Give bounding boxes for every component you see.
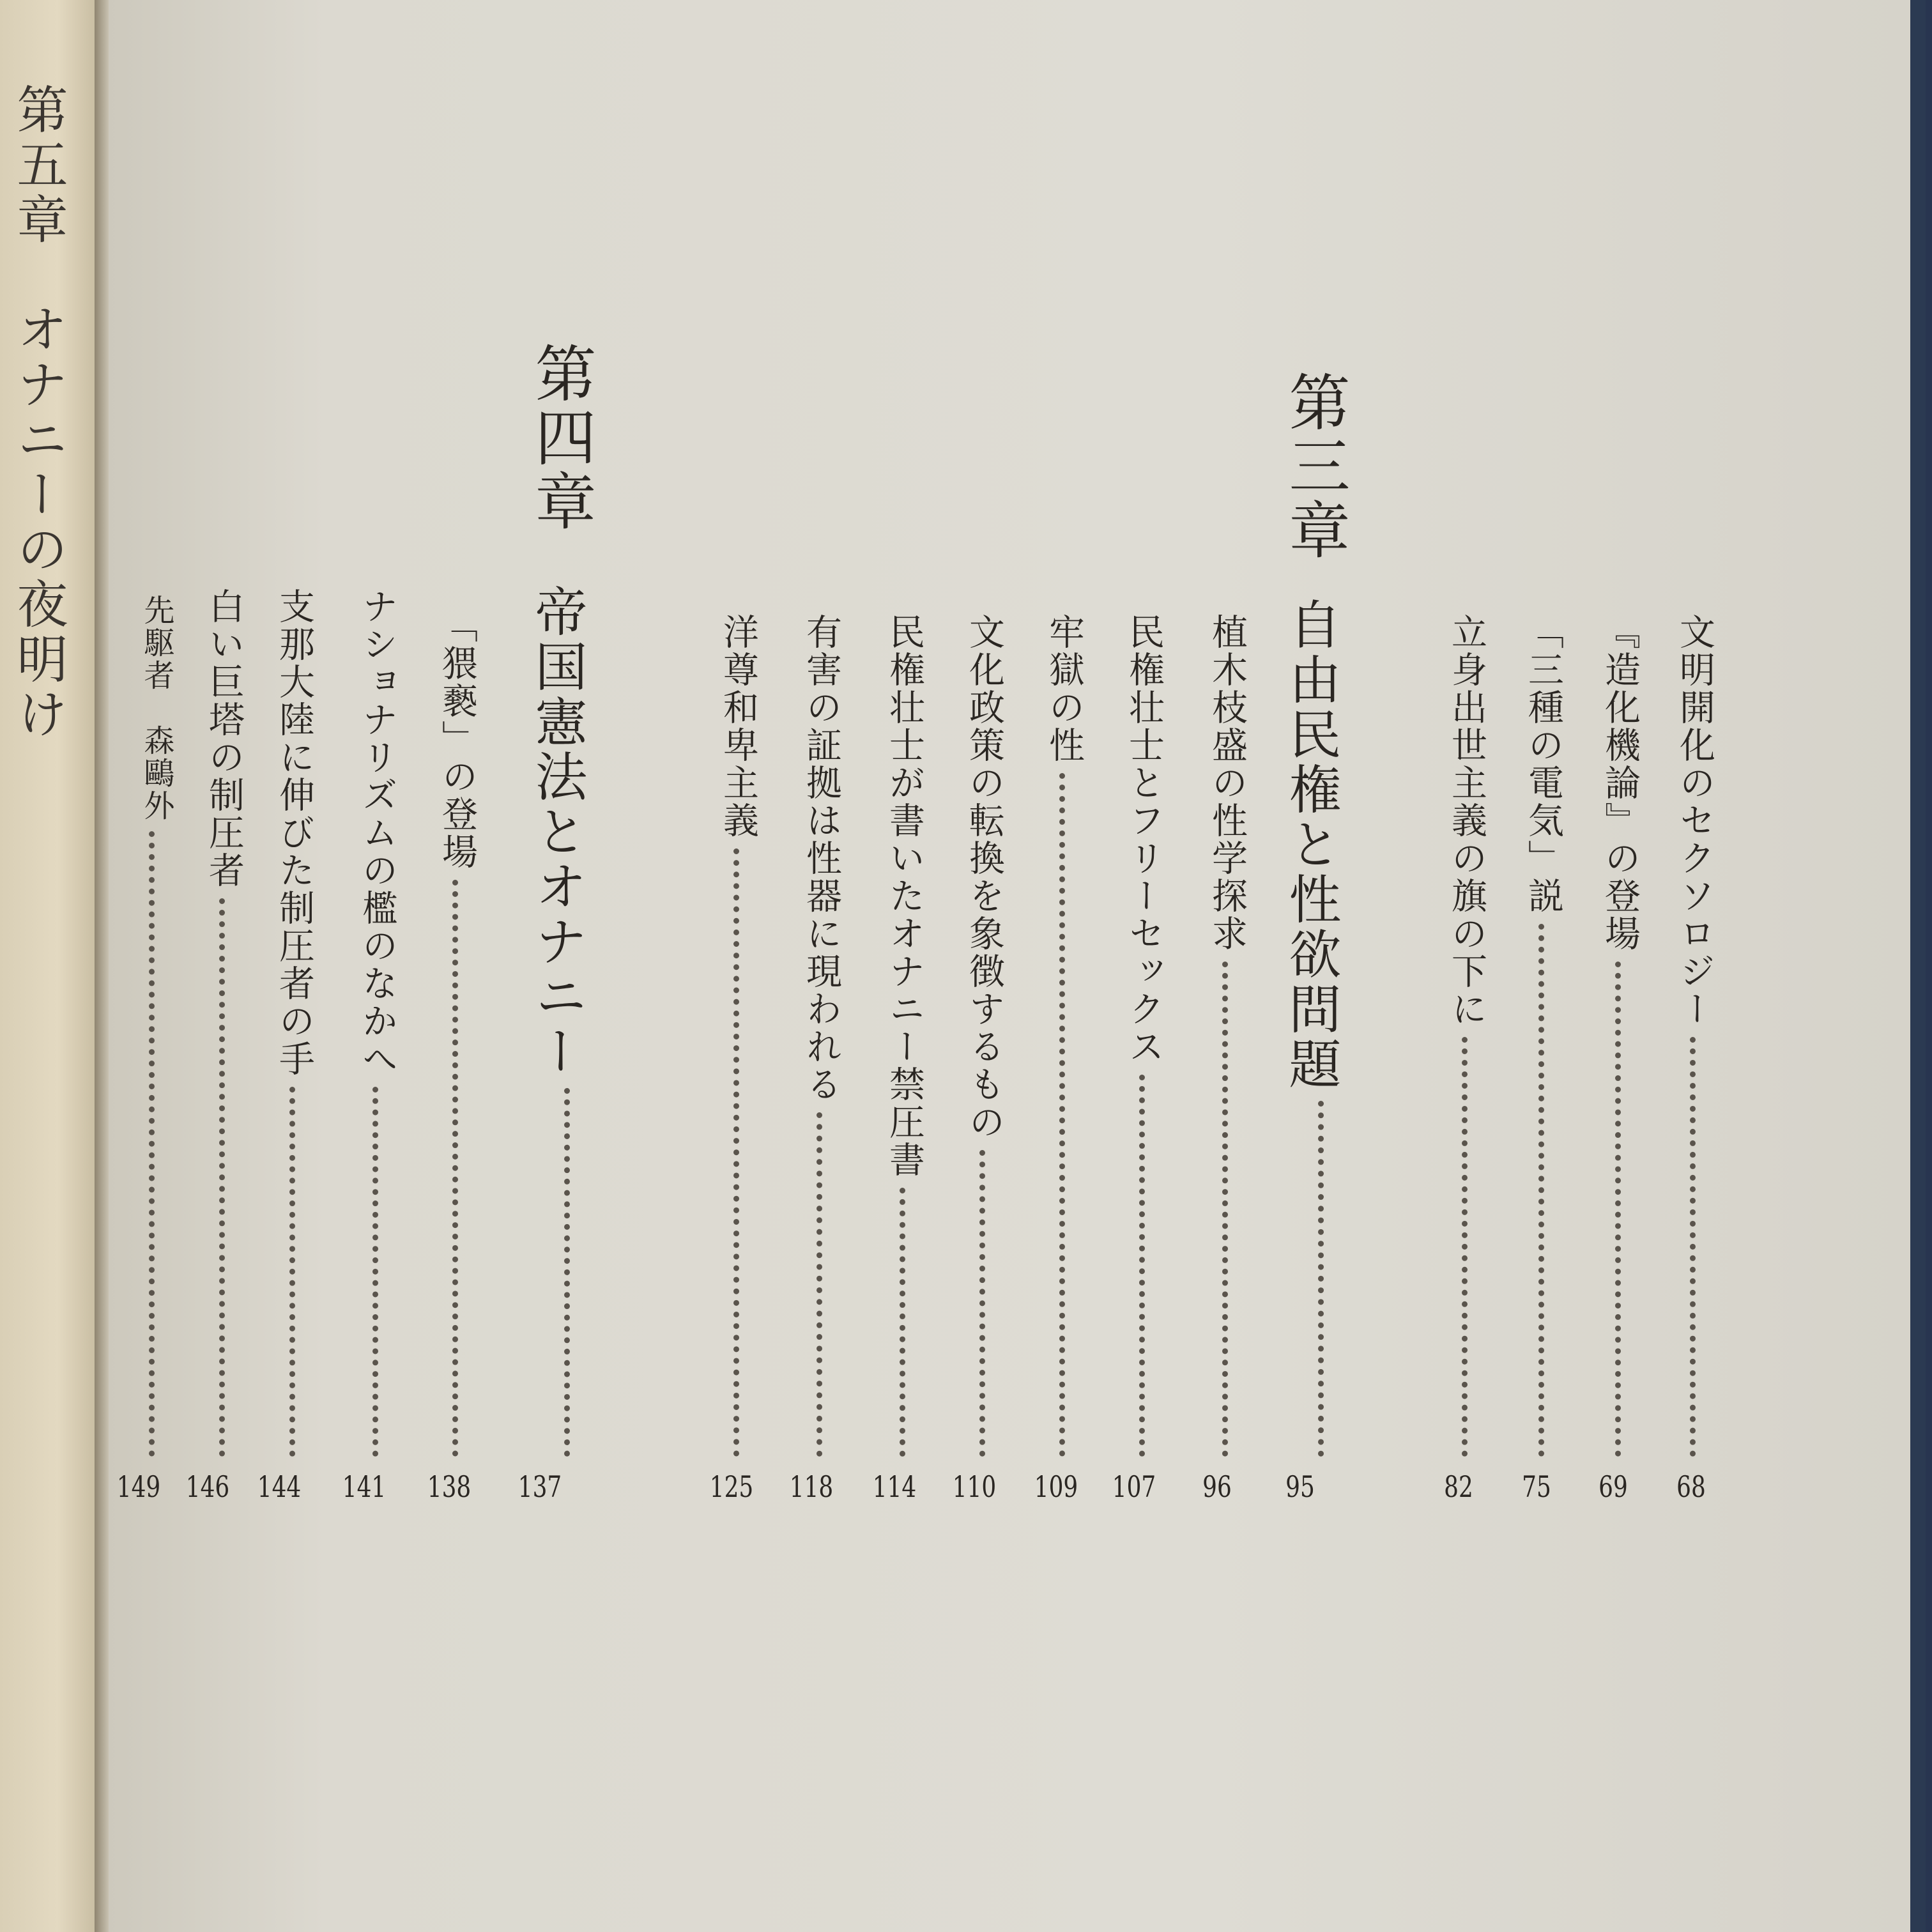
page-number: 82: [1444, 1469, 1473, 1504]
entry-title: 民権壮士とフリーセックス: [1123, 613, 1165, 1066]
dot-leader: [1222, 962, 1228, 1457]
page-number: 68: [1676, 1469, 1706, 1504]
entry-title: 文化政策の転換を象徴するもの: [963, 613, 1005, 1141]
entry-title: 有害の証拠は性器に現われる: [801, 613, 842, 1103]
chapter4-title[interactable]: [518, 585, 594, 1457]
page-number: 96: [1202, 1469, 1232, 1504]
page-number: 107: [1112, 1469, 1156, 1504]
toc-entry[interactable]: [121, 594, 179, 1457]
entry-title: 洋尊和卑主義: [717, 613, 759, 839]
toc-entry[interactable]: [952, 613, 1009, 1457]
dot-leader: [219, 898, 225, 1457]
dot-leader: [979, 1150, 985, 1457]
dot-leader: [372, 1087, 378, 1457]
book-gutter: [95, 0, 109, 1932]
page-number: 125: [709, 1469, 754, 1504]
page-number: 137: [518, 1469, 562, 1504]
dot-leader: [900, 1188, 905, 1457]
page-number: 141: [342, 1469, 387, 1504]
toc-entry[interactable]: [706, 613, 763, 1457]
left-page-text: 第五章 オナニーの夜明け: [8, 83, 68, 742]
entry-title: 『造化機論』の登場: [1599, 613, 1641, 953]
toc-entry[interactable]: [1195, 613, 1252, 1457]
toc-entry[interactable]: [192, 588, 249, 1457]
page-number: 110: [952, 1469, 997, 1504]
dot-leader: [1538, 924, 1544, 1457]
page-number: 109: [1034, 1469, 1078, 1504]
chapter-title-text: 帝国憲法とオナニー: [526, 585, 587, 1079]
dot-leader: [452, 880, 458, 1457]
toc-entry[interactable]: [1434, 613, 1492, 1457]
page-number: 75: [1522, 1469, 1551, 1504]
dot-leader: [564, 1088, 570, 1457]
dot-leader: [1690, 1037, 1696, 1457]
page-number: 149: [116, 1469, 161, 1504]
toc-entry[interactable]: [872, 613, 930, 1457]
left-page: [0, 0, 96, 1932]
dot-leader: [1615, 962, 1621, 1457]
dot-leader: [1318, 1101, 1324, 1457]
toc-entry[interactable]: [789, 613, 847, 1457]
entry-title: 「三種の電気」説: [1522, 613, 1564, 915]
show-through-ghost: [294, 358, 351, 549]
chapter3-title[interactable]: [1271, 597, 1348, 1457]
entry-title: 牢獄の性: [1043, 613, 1085, 764]
book-cover-edge: [1926, 0, 1932, 1932]
toc-entry[interactable]: [1588, 613, 1645, 1457]
dot-leader: [149, 831, 155, 1457]
entry-title: 先駆者 森鷗外: [139, 594, 174, 822]
chapter-title-text: 自由民権と性欲問題: [1280, 597, 1341, 1092]
page-number: 118: [789, 1469, 834, 1504]
toc-entry[interactable]: [1511, 613, 1568, 1457]
page-number: 144: [257, 1469, 302, 1504]
dot-leader: [289, 1087, 295, 1457]
toc-entry[interactable]: [1662, 613, 1720, 1457]
page-number: 138: [427, 1469, 471, 1504]
dot-leader: [733, 848, 739, 1457]
entry-title: 文明開化のセクソロジー: [1674, 613, 1715, 1028]
page-number: 146: [185, 1469, 230, 1504]
toc-entry[interactable]: [345, 588, 402, 1457]
entry-title: 植木枝盛の性学探求: [1206, 613, 1248, 953]
dot-leader: [1139, 1075, 1145, 1457]
entry-title: 民権壮士が書いたオナニー禁圧書: [884, 613, 925, 1179]
toc-entry[interactable]: [262, 588, 319, 1457]
toc-entry[interactable]: [425, 607, 482, 1457]
page-number: 114: [872, 1469, 917, 1504]
entry-title: 支那大陸に伸びた制圧者の手: [273, 588, 315, 1078]
toc-entry[interactable]: [1112, 613, 1169, 1457]
dot-leader: [1462, 1037, 1468, 1457]
dot-leader: [1059, 773, 1065, 1457]
dot-leader: [816, 1112, 822, 1457]
chapter3-label: 第三章: [1279, 371, 1351, 562]
entry-title: ナショナリズムの檻のなかへ: [356, 588, 398, 1078]
entry-title: 「猥褻」の登場: [436, 607, 478, 871]
toc-entry[interactable]: [1032, 613, 1089, 1457]
toc-page: [109, 0, 1910, 1932]
entry-title: 立身出世主義の旗の下に: [1446, 613, 1487, 1028]
chapter4-label: 第四章: [525, 342, 597, 533]
page-number: 69: [1598, 1469, 1628, 1504]
page-number: 95: [1285, 1469, 1315, 1504]
entry-title: 白い巨塔の制圧者: [203, 588, 245, 889]
